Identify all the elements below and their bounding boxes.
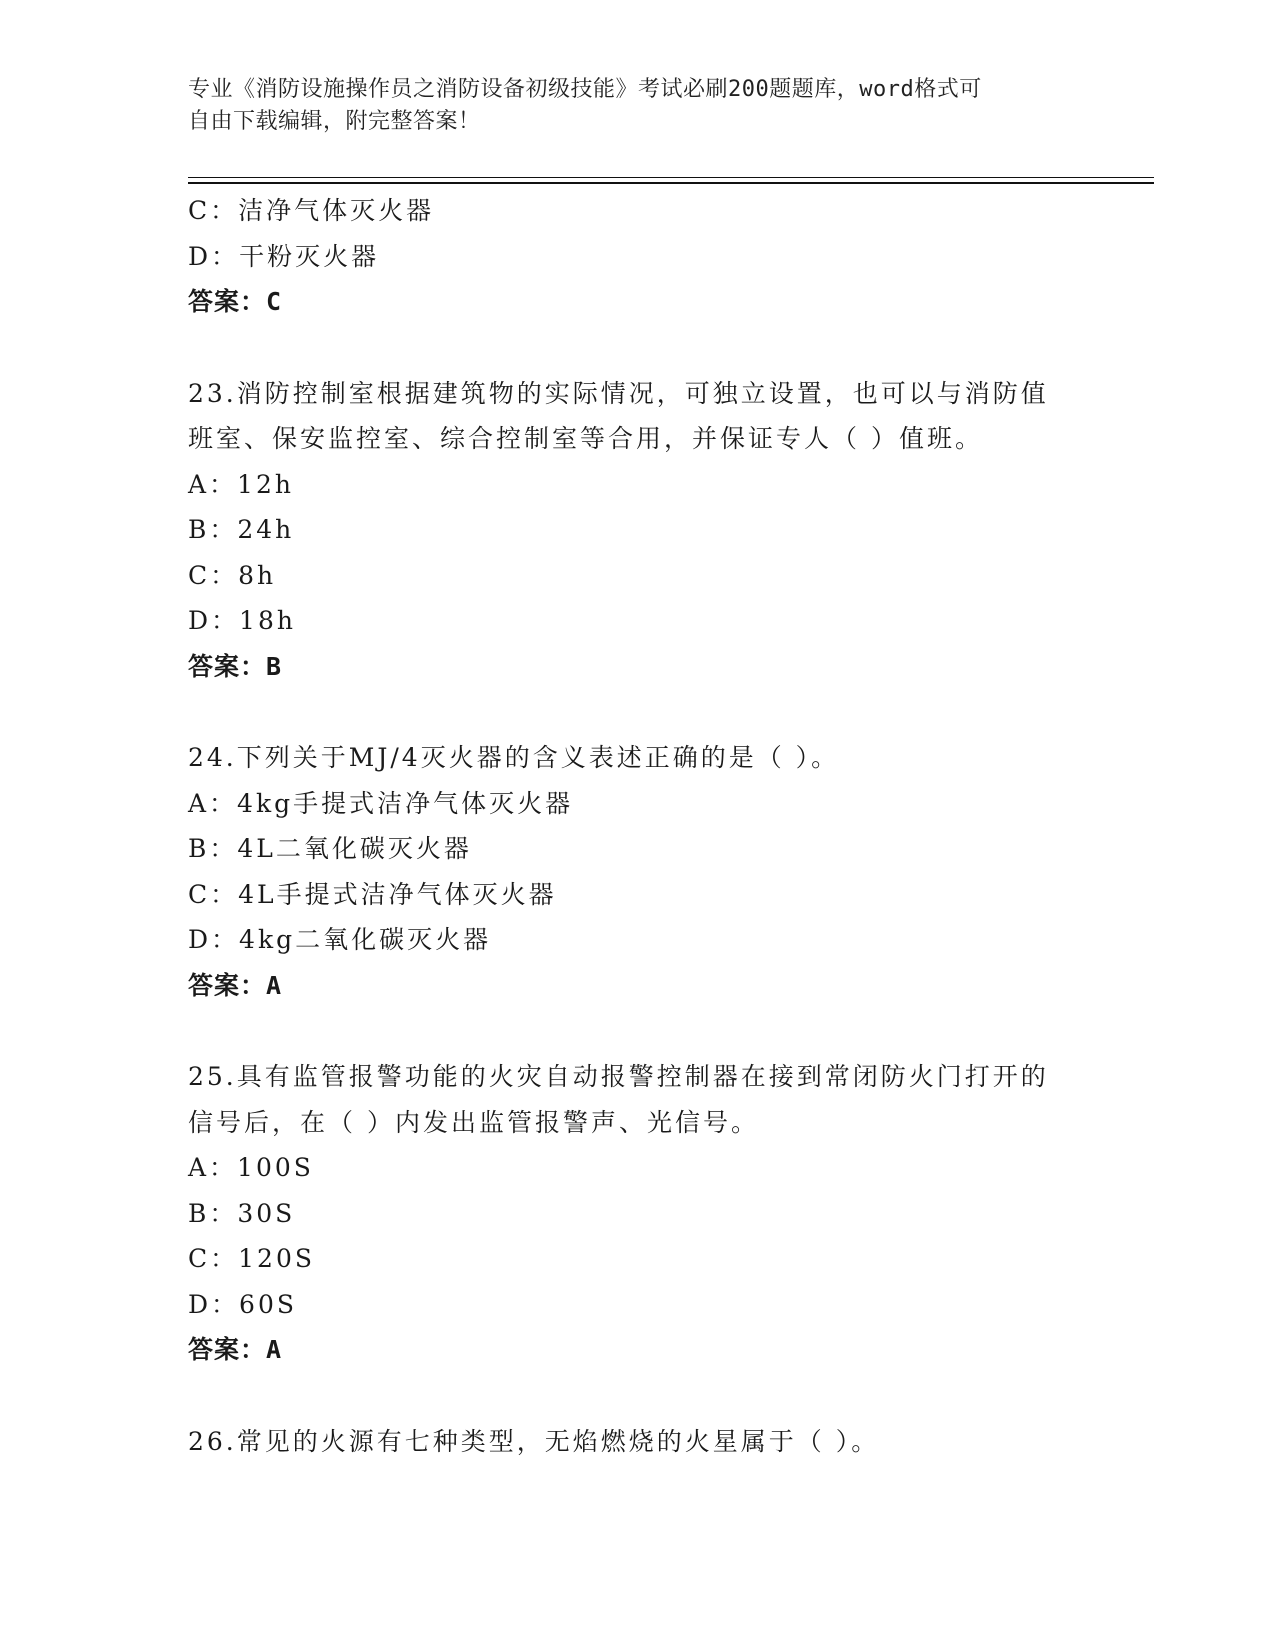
question-23 [188,371,1088,690]
option-a: A：100S [188,1153,314,1182]
option-d: D：60S [188,1289,297,1319]
question-24 [188,735,1088,1008]
option-c: C：4L手提式洁净气体灭火器 [188,879,557,909]
option-b: B：24h [188,515,295,544]
header-line-1: 专业《消防设施操作员之消防设备初级技能》考试必刷200题题库，word格式可 [188,77,982,102]
question-stem-line: 信号后，在（ ）内发出监管报警声、光信号。 [188,1107,759,1137]
header-divider-thick [188,182,1154,184]
answer-line: 答案：A [188,970,283,1000]
option-a: A：4kg手提式洁净气体灭火器 [188,788,574,818]
answer-line: 答案：A [188,1335,283,1364]
question-stem-line: 25.具有监管报警功能的火灾自动报警控制器在接到常闭防火门打开的 [188,1062,1049,1091]
option-b: B：30S [188,1198,296,1228]
answer-line: 答案：B [188,651,283,681]
option-b: B：4L二氧化碳灭火器 [188,834,472,863]
document-body [188,188,1088,1464]
option-c: C：120S [188,1244,315,1273]
answer-line: 答案：C [188,287,283,316]
question-25 [188,1054,1088,1373]
question-stem-line: 23.消防控制室根据建筑物的实际情况，可独立设置，也可以与消防值 [188,378,1049,408]
option-a: A：12h [188,469,294,499]
question-stem-line: 26.常见的火源有七种类型，无焰燃烧的火星属于（ ）。 [188,1426,880,1456]
question-stem-line: 24.下列关于MJ/4灭火器的含义表述正确的是（ ）。 [188,743,840,772]
option-d: D：4kg二氧化碳灭火器 [188,925,492,954]
option-c: C：8h [188,560,277,590]
header-divider-thin [188,177,1154,178]
document-header [188,74,1088,138]
question-stem-line: 班室、保安监控室、综合控制室等合用，并保证专人（ ）值班。 [188,424,983,453]
question-22-continued [188,188,1088,325]
header-line-2: 自由下载编辑，附完整答案！ [188,109,481,134]
option-d: D：18h [188,606,296,635]
option-d: D：干粉灭火器 [188,241,380,271]
option-c: C：洁净气体灭火器 [188,196,435,225]
question-26 [188,1419,1088,1465]
